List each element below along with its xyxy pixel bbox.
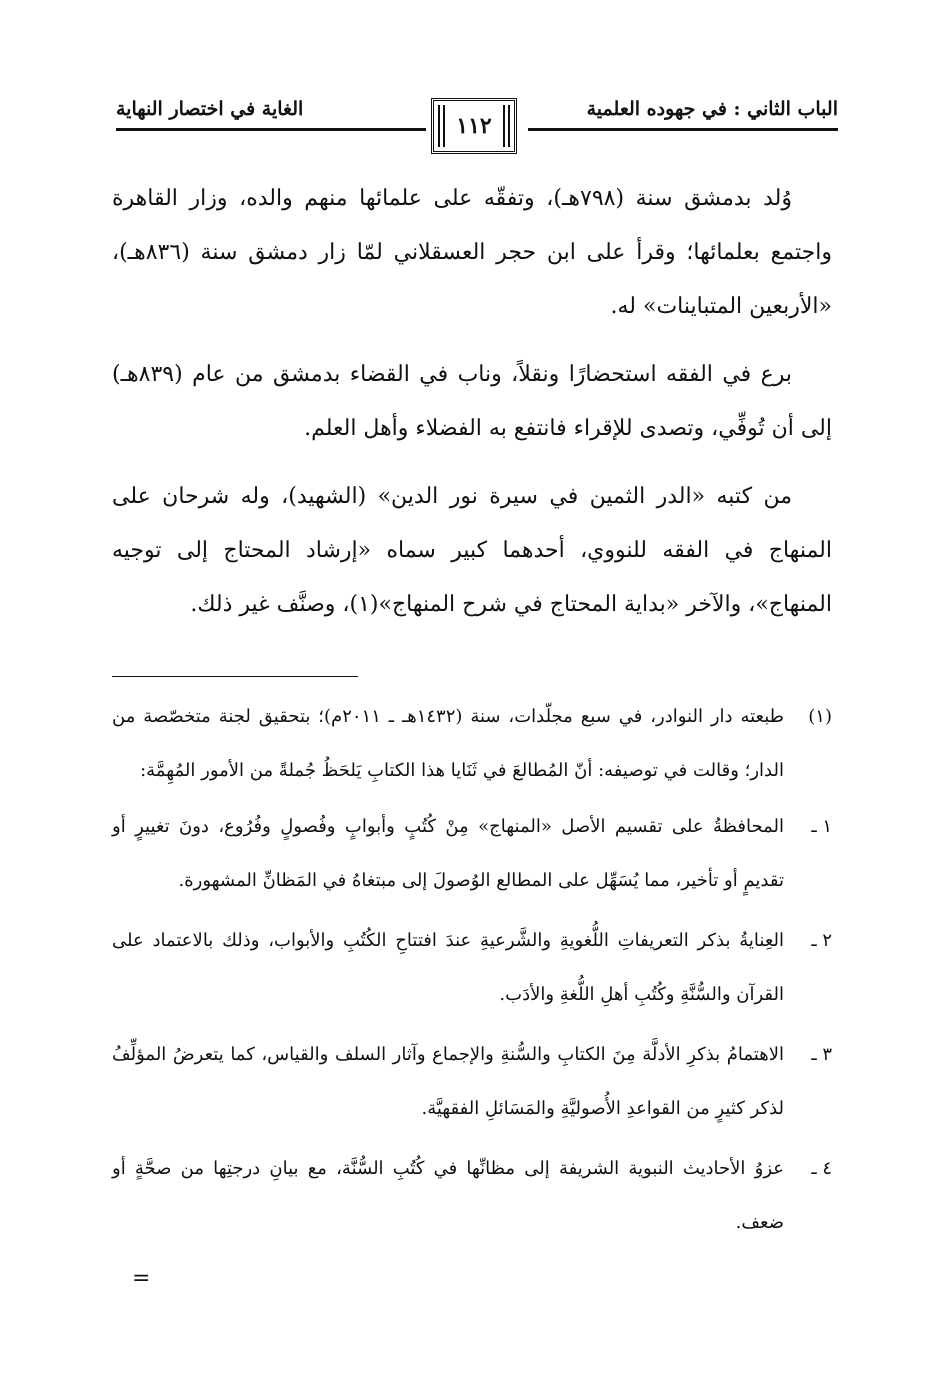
list-number: ٤ ـ <box>811 1158 832 1179</box>
list-text: الاهتمامُ بذكرِ الأدلَّة مِنَ الكتابِ والسُّنةِ والإجماع وآثار السلف والقياس، كما يتعرضُ المؤلِّفُ لذكر كثيرٍ من القواعدِ الأُصوليَّةِ والمَسَائلِ الفقهيَّة. <box>112 1044 784 1119</box>
page-number: ١١٢ <box>431 98 517 154</box>
list-text: المحافظةُ على تقسيم الأصل «المنهاج» مِنْ كُتُبٍ وأبوابٍ وفُصولٍ وفُرُوع، دونَ تغييرٍ أو تقديمٍ أو تأخير، مما يُسَهِّل على المطالع الوُصولَ إلى مبتغاهُ في المَظانِّ المشهورة. <box>112 816 784 891</box>
footnote-list-item <box>112 914 832 1022</box>
paragraph: وُلد بدمشق سنة (٧٩٨هـ)، وتفقّه على علمائها منهم والده، وزار القاهرة واجتمع بعلمائها؛ وقرأ على ابن حجر العسقلاني لمّا زار دمشق سنة (٨٣٦هـ)، «الأربعين المتباينات» له. <box>112 186 832 319</box>
footnote-separator <box>112 676 358 677</box>
footnote-list-item <box>112 1028 832 1136</box>
list-number: ٣ ـ <box>811 1044 832 1065</box>
list-number: ١ ـ <box>811 816 832 837</box>
paragraph: برع في الفقه استحضارًا ونقلاً، وناب في القضاء بدمشق من عام (٨٣٩هـ) إلى أن تُوفِّي، وتصدى للإقراء فانتفع به الفضلاء وأهل العلم. <box>112 362 832 441</box>
list-number: ٢ ـ <box>811 930 832 951</box>
running-header <box>116 98 838 158</box>
main-text <box>112 172 832 646</box>
footnote-list-item <box>112 1142 832 1250</box>
list-text: العِنايةُ بذكر التعريفاتِ اللُّغويةِ والشَّرعيةِ عندَ افتتاحِ الكُتُبِ والأبواب، وذلك بالاعتماد على القرآن والسُّنَّةِ وكُتُبِ أهلِ اللُّغةِ والأدَب. <box>112 930 784 1005</box>
footnote-list-item <box>112 800 832 908</box>
header-rule-left <box>116 128 426 131</box>
footnote <box>112 690 832 798</box>
list-text: عزوُ الأحاديث النبوية الشريفة إلى مظانِّها في كُتُبِ السُّنَّة، مع بيانِ درجتِها من صحَّةٍ أو ضعف. <box>112 1158 784 1233</box>
header-rule-right <box>528 128 838 131</box>
book-title: الغاية في اختصار النهاية <box>116 98 304 120</box>
paragraph: من كتبه «الدر الثمين في سيرة نور الدين» (الشهيد)، وله شرحان على المنهاج في الفقه للنووي، أحدهما كبير سماه «إرشاد المحتاج إلى توجيه المنهاج»، والآخر «بداية المحتاج في شرح المنهاج»(١)، وصنَّف غير ذلك. <box>112 484 832 617</box>
footnotes <box>112 690 832 1256</box>
continuation-mark: = <box>132 1266 151 1291</box>
footnote-marker: (١) <box>808 706 832 727</box>
chapter-title: الباب الثاني : في جهوده العلمية <box>586 98 838 120</box>
footnote-intro: طبعته دار النوادر، في سبع مجلّدات، سنة (١٤٣٢هـ ـ ٢٠١١م)؛ بتحقيق لجنة متخصّصة من الدار؛ وقالت في توصيفه: أنّ المُطالعَ في ثَنَايا هذا الكتابِ يَلحَظُ جُملةً من الأمور المُهِمَّة: <box>112 706 784 781</box>
